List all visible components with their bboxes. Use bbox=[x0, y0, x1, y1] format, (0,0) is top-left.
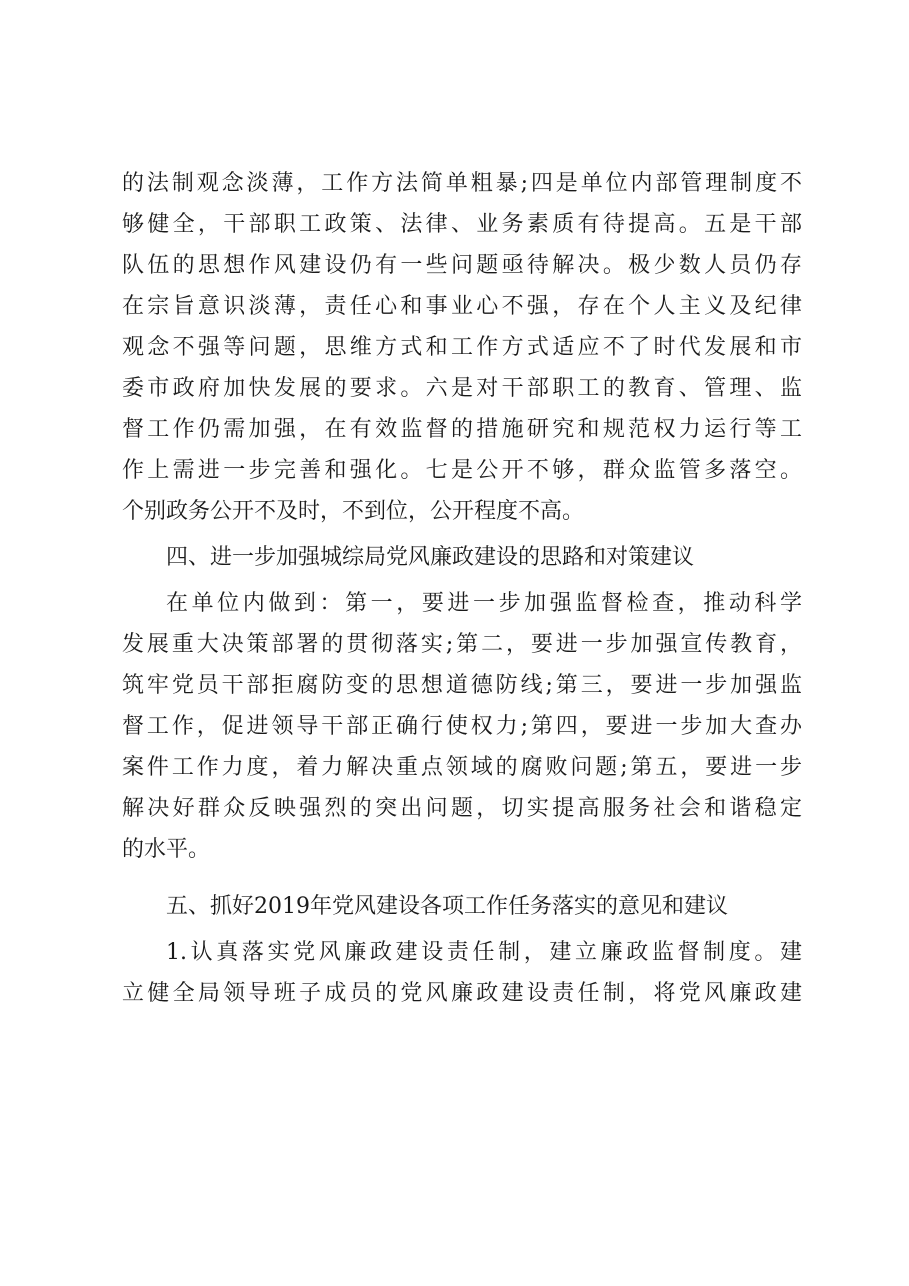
paragraph-line: 在宗旨意识淡薄，责任心和事业心不强，存在个人主义及纪律 bbox=[122, 294, 802, 319]
paragraph-line: 案件工作力度，着力解决重点领域的腐败问题;第五，要进一步 bbox=[122, 755, 802, 780]
paragraph-line: 筑牢党员干部拒腐防变的思想道德防线;第三，要进一步加强监 bbox=[122, 673, 802, 698]
document-body bbox=[122, 163, 802, 1014]
paragraph-line: 委市政府加快发展的要求。六是对干部职工的教育、管理、监 bbox=[122, 376, 802, 401]
paragraph-line: 立健全局领导班子成员的党风廉政建设责任制，将党风廉政建 bbox=[122, 981, 802, 1006]
section-heading-5: 五、抓好2019年党风建设各项工作任务落实的意见和建议 bbox=[166, 894, 728, 919]
paragraph-line: 队伍的思想作风建设仍有一些问题亟待解决。极少数人员仍存 bbox=[122, 253, 802, 278]
paragraph-line: 在单位内做到：第一，要进一步加强监督检查，推动科学 bbox=[166, 591, 802, 616]
section-heading-4: 四、进一步加强城综局党风廉政建设的思路和对策建议 bbox=[166, 545, 695, 570]
paragraph-line: 作上需进一步完善和强化。七是公开不够，群众监管多落空。 bbox=[122, 458, 802, 483]
paragraph-line: 观念不强等问题，思维方式和工作方式适应不了时代发展和市 bbox=[122, 335, 802, 360]
paragraph-line: 的法制观念淡薄，工作方法简单粗暴;四是单位内部管理制度不 bbox=[122, 171, 802, 196]
paragraph-line: 督工作仍需加强，在有效监督的措施研究和规范权力运行等工 bbox=[122, 417, 802, 442]
paragraph-line: 督工作，促进领导干部正确行使权力;第四，要进一步加大查办 bbox=[122, 714, 802, 739]
paragraph-line: 个别政务公开不及时，不到位，公开程度不高。 bbox=[122, 499, 585, 524]
paragraph-line: 解决好群众反映强烈的突出问题，切实提高服务社会和谐稳定 bbox=[122, 796, 802, 821]
paragraph-line: 发展重大决策部署的贯彻落实;第二，要进一步加强宣传教育， bbox=[122, 632, 802, 657]
paragraph-line: 够健全，干部职工政策、法律、业务素质有待提高。五是干部 bbox=[122, 212, 802, 237]
paragraph-line: 的水平。 bbox=[122, 837, 211, 862]
paragraph-line: 1.认真落实党风廉政建设责任制，建立廉政监督制度。建 bbox=[166, 940, 802, 965]
